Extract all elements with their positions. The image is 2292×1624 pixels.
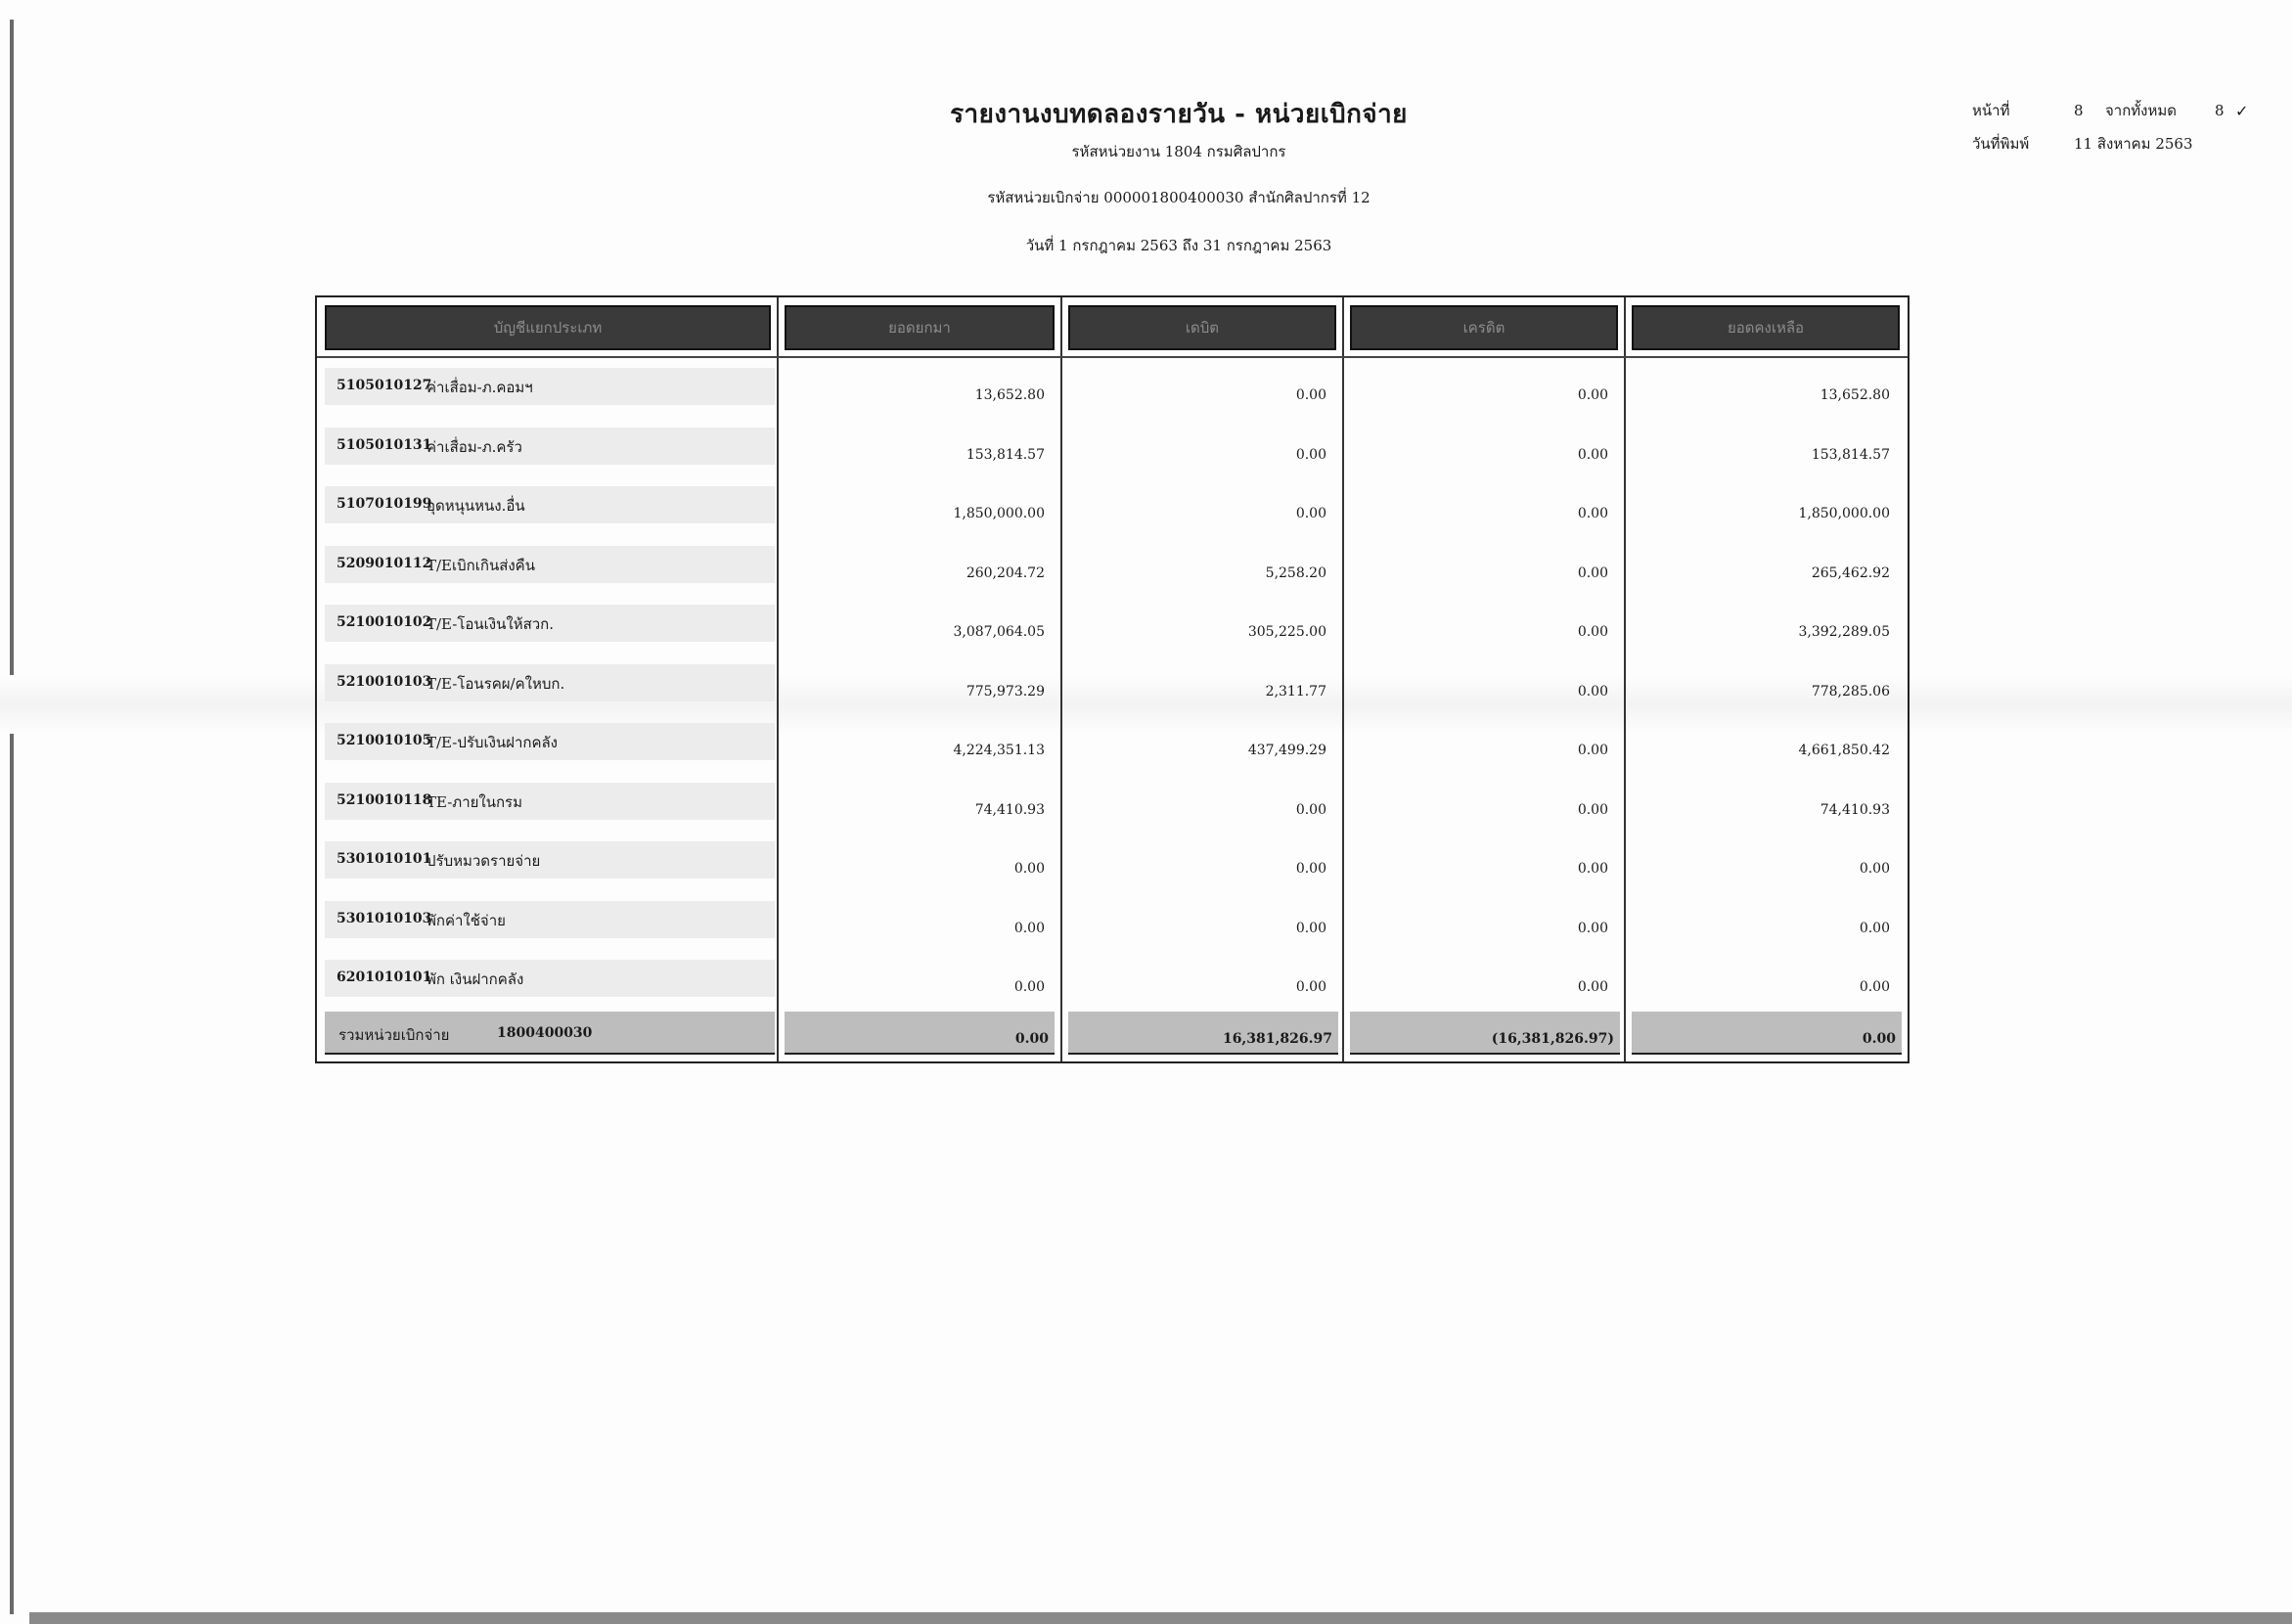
agency-line: รหัสหน่วยงาน 1804 กรมศิลปากร [1071, 143, 1286, 160]
opening-cell: 775,973.29 [966, 683, 1045, 699]
credit-cell: 0.00 [1577, 801, 1608, 818]
balance-cell: 13,652.80 [1820, 387, 1890, 403]
opening-cell: 3,087,064.05 [953, 624, 1045, 640]
account-code: 5210010103 [337, 673, 432, 690]
total-label: รวมหน่วยเบิกจ่าย [338, 1026, 450, 1044]
opening-cell: 260,204.72 [966, 564, 1045, 581]
account-cell [325, 664, 775, 701]
account-name: TE-ภายในกรม [427, 792, 523, 811]
account-name: พักค่าใช้จ่าย [427, 911, 506, 929]
account-code: 5210010102 [337, 614, 432, 630]
total-opening-cell [785, 1012, 1055, 1055]
credit-cell: 0.00 [1577, 683, 1608, 699]
account-code: 5105010127 [337, 378, 432, 393]
total-credit: (16,381,826.97) [1491, 1031, 1614, 1047]
balance-cell: 265,462.92 [1811, 564, 1890, 581]
debit-cell: 0.00 [1295, 387, 1326, 403]
report-title: รายงานงบทดลองรายวัน - หน่วยเบิกจ่าย [950, 100, 1408, 129]
credit-cell: 0.00 [1577, 446, 1608, 463]
account-code: 5301010101 [337, 851, 432, 867]
account-name: ปรับหมวดรายจ่าย [427, 852, 541, 870]
table-row [317, 783, 1908, 822]
column-header-opening: ยอดยกมา [785, 305, 1055, 350]
debit-cell: 0.00 [1295, 801, 1326, 818]
total-opening: 0.00 [1014, 1031, 1049, 1047]
account-cell [325, 841, 775, 879]
column-header-debit: เดบิต [1068, 305, 1336, 350]
account-name: ค่าเสื่อม-ภ.คอมฯ [427, 379, 533, 396]
account-code: 5301010103 [337, 910, 432, 926]
debit-cell: 437,499.29 [1247, 743, 1326, 758]
opening-cell: 74,410.93 [974, 801, 1045, 818]
account-cell [325, 486, 775, 523]
total-balance: 0.00 [1862, 1031, 1896, 1047]
account-name: T/E-ปรับเงินฝากคลัง [427, 734, 559, 751]
print-date-row [1972, 127, 2225, 160]
opening-cell: 13,652.80 [974, 387, 1045, 403]
credit-cell: 0.00 [1577, 861, 1608, 877]
debit-cell: 0.00 [1295, 861, 1326, 877]
account-cell [325, 960, 775, 997]
debit-cell: 0.00 [1295, 506, 1326, 521]
table-row [317, 486, 1908, 525]
credit-cell: 0.00 [1577, 564, 1608, 581]
credit-cell: 0.00 [1577, 506, 1608, 521]
account-cell [325, 723, 775, 760]
account-code: 5105010131 [337, 436, 432, 453]
balance-cell: 3,392,289.05 [1798, 624, 1890, 640]
total-row [317, 1006, 1908, 1062]
trial-balance-table [315, 295, 1910, 1063]
balance-cell: 4,661,850.42 [1798, 743, 1890, 758]
table-row [317, 546, 1908, 585]
account-cell [325, 428, 775, 465]
account-cell [325, 368, 775, 405]
scan-left-edge [10, 20, 14, 1614]
check-mark-icon: ✓ [2235, 102, 2249, 120]
debit-cell: 5,258.20 [1265, 564, 1326, 581]
balance-cell: 0.00 [1859, 979, 1890, 995]
total-balance-cell [1632, 1012, 1902, 1055]
balance-cell: 153,814.57 [1811, 446, 1890, 463]
debit-cell: 0.00 [1295, 979, 1326, 995]
account-code: 5210010118 [337, 791, 432, 808]
table-row [317, 368, 1908, 407]
total-debit-cell [1068, 1012, 1338, 1055]
account-code: 5209010112 [337, 555, 432, 571]
table-row [317, 428, 1908, 467]
page-info [1972, 94, 2225, 160]
total-pages: 8 [2215, 102, 2225, 119]
debit-cell: 2,311.77 [1265, 683, 1326, 699]
credit-cell: 0.00 [1577, 979, 1608, 995]
total-unit-code: 1800400030 [497, 1025, 593, 1041]
table-row [317, 664, 1908, 703]
balance-cell: 0.00 [1859, 920, 1890, 936]
balance-cell: 0.00 [1859, 861, 1890, 877]
credit-cell: 0.00 [1577, 387, 1608, 403]
scan-bottom-edge [29, 1612, 2292, 1624]
account-cell [325, 605, 775, 642]
account-code: 6201010101 [337, 970, 432, 985]
opening-cell: 0.00 [1013, 979, 1045, 995]
opening-cell: 0.00 [1013, 861, 1045, 877]
opening-cell: 4,224,351.13 [953, 743, 1045, 758]
opening-cell: 0.00 [1013, 920, 1045, 936]
column-header-credit: เครดิต [1350, 305, 1618, 350]
table-row [317, 605, 1908, 644]
account-cell [325, 901, 775, 938]
table-row [317, 723, 1908, 762]
debit-cell: 305,225.00 [1247, 624, 1326, 640]
page-number: 8 [2074, 102, 2084, 119]
account-code: 5210010105 [337, 733, 432, 748]
account-name: พัก เงินฝากคลัง [427, 970, 524, 988]
column-header-account: บัญชีแยกประเภท [325, 305, 771, 350]
print-date: 11 สิงหาคม 2563 [2074, 135, 2193, 153]
account-name: T/Eเบิกเกินส่งคืน [427, 556, 535, 574]
account-cell [325, 546, 775, 583]
total-debit: 16,381,826.97 [1222, 1031, 1332, 1047]
header-divider [317, 356, 1908, 358]
opening-cell: 1,850,000.00 [953, 506, 1045, 521]
balance-cell: 1,850,000.00 [1798, 506, 1890, 521]
balance-cell: 74,410.93 [1820, 801, 1890, 818]
credit-cell: 0.00 [1577, 743, 1608, 758]
total-credit-cell [1350, 1012, 1620, 1055]
total-pages-label: จากทั้งหมด [2105, 102, 2178, 119]
table-row [317, 960, 1908, 999]
disbursing-unit-line: รหัสหน่วยเบิกจ่าย 000001800400030 สำนักศิลปากรที่ 12 [987, 189, 1371, 206]
credit-cell: 0.00 [1577, 920, 1608, 936]
opening-cell: 153,814.57 [966, 446, 1045, 463]
total-label-cell [325, 1012, 775, 1055]
balance-cell: 778,285.06 [1811, 683, 1890, 699]
account-cell [325, 783, 775, 820]
page-label: หน้าที่ [1972, 102, 2010, 119]
debit-cell: 0.00 [1295, 446, 1326, 463]
account-name: อุดหนุนหนง.อื่น [427, 497, 525, 515]
debit-cell: 0.00 [1295, 920, 1326, 936]
page-number-row [1972, 94, 2225, 127]
table-row [317, 841, 1908, 880]
table-row [317, 901, 1908, 940]
date-range-line: วันที่ 1 กรกฎาคม 2563 ถึง 31 กรกฎาคม 2563 [1025, 237, 1332, 254]
account-code: 5107010199 [337, 496, 432, 512]
account-name: ค่าเสื่อม-ภ.ครัว [427, 437, 522, 456]
print-date-label: วันที่พิมพ์ [1972, 135, 2030, 153]
credit-cell: 0.00 [1577, 624, 1608, 640]
account-name: T/E-โอนเงินให้สวก. [427, 615, 555, 633]
column-header-balance: ยอดคงเหลือ [1632, 305, 1900, 350]
table-bottom-border [317, 1061, 1908, 1063]
account-name: T/E-โอนรคผ/คใหบก. [427, 674, 565, 693]
